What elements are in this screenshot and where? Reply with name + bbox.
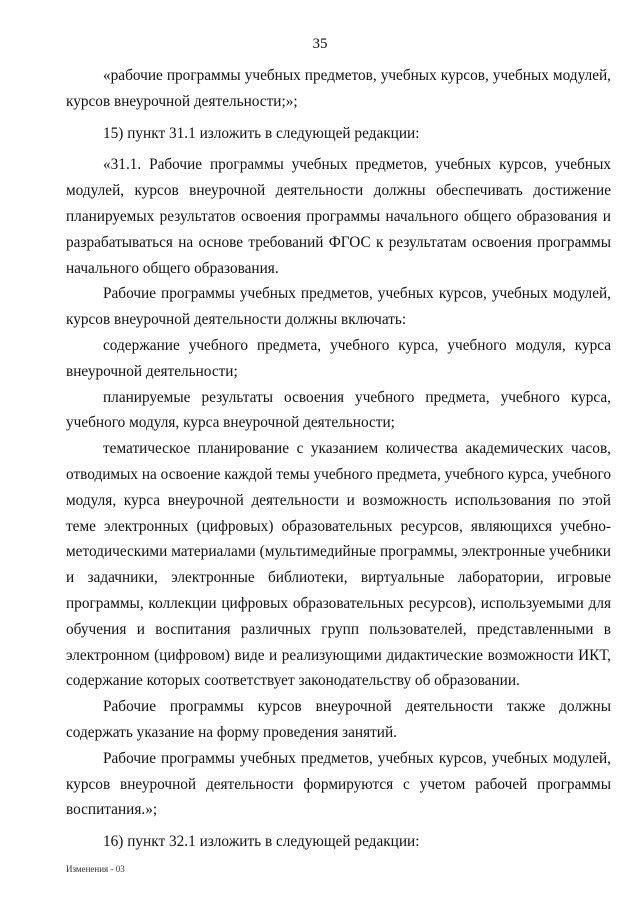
paragraph-31-1: «31.1. Рабочие программы учебных предметов, учебных курсов, учебных модулей, курсов внеурочной деятельности должны обеспечивать достижение планируемых результатов освоения программы начального общего образования и разрабатываться на основе требований ФГОС к результатам освоения программы начального общего образования.: [66, 156, 611, 277]
paragraph-thematic-planning: тематическое планирование с указанием количества академических часов, отводимых на освоение каждой темы учебного предмета, учебного курса, учебного модуля, курса внеурочной деятельности и возможность использования по этой теме электронных (цифровых) образовательных ресурсов, являющихся учебно-методическими материалами (мультимедийные программы, электронные учебники и задачники, электронные библиотеки, виртуальные лаборатории, игровые программы, коллекции цифровых образовательных ресурсов), используемыми для обучения и воспитания различных групп пользователей, представленными в электронном (цифровом) виде и реализующими дидактические возможности ИКТ, содержание которых соответствует законодательству об образовании.: [66, 440, 611, 690]
paragraph-must-include: Рабочие программы учебных предметов, учебных курсов, учебных модулей, курсов внеурочной деятельности должны включать:: [66, 285, 611, 329]
paragraph-content: содержание учебного предмета, учебного курса, учебного модуля, курса внеурочной деятельности;: [66, 336, 611, 380]
paragraph-item-16: 16) пункт 32.1 изложить в следующей редакции:: [103, 833, 420, 851]
footer-note: Изменения - 03: [66, 864, 125, 874]
paragraph-upbringing: Рабочие программы учебных предметов, учебных курсов, учебных модулей, курсов внеурочной деятельности формируются с учетом рабочей программы воспитания.»;: [66, 749, 611, 819]
paragraph-extracurricular: Рабочие программы курсов внеурочной деятельности также должны содержать указание на форму проведения занятий.: [66, 698, 611, 741]
paragraph-item-15: 15) пункт 31.1 изложить в следующей редакции:: [103, 124, 420, 142]
document-body: [66, 63, 611, 861]
page-number: 35: [312, 36, 328, 52]
paragraph-quoted-programs: «рабочие программы учебных предметов, учебных курсов, учебных модулей, курсов внеурочной деятельности;»;: [66, 67, 611, 110]
paragraph-planned-results: планируемые результаты освоения учебного предмета, учебного курса, учебного модуля, курса внеурочной деятельности;: [66, 388, 611, 432]
